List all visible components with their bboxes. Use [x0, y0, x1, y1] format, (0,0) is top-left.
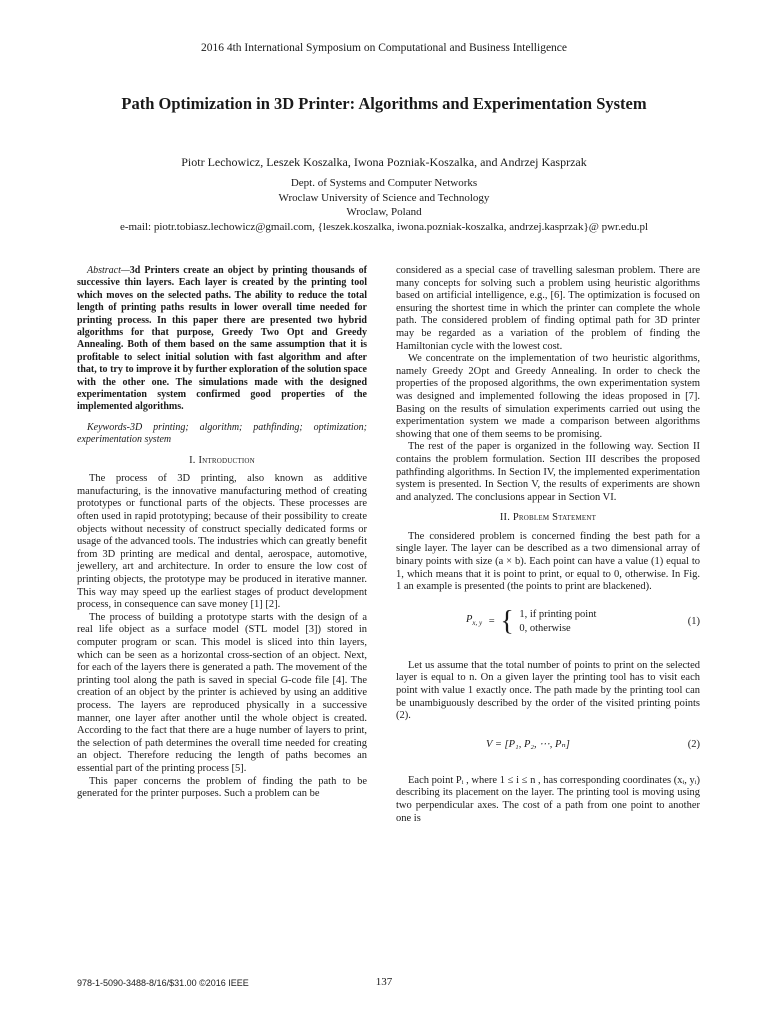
- equation-1-number: (1): [687, 615, 700, 627]
- paragraph: The process of building a prototype starts with the design of a real life object as a surface model (STL model [3]) stored in computer program or scan. This model is sliced into thin layers, which can be seen as a horizontal cross-section of an object. Next, for each of the layers there is generated a path. The movement of the printing tool along the path is saved in special G-code file [4]. The creation of an object by the printer is achieved by using an additive process. The layers are reproduced physically in a successive manner, one layer after another until the whole object is created. According to the fact that there are a huge number of layers to print, the selection of path determines the overall time needed for creating an object. Therefore reducing the length of paths becomes an essential part of the printing process [5].: [77, 611, 367, 774]
- abstract-text: 3d Printers create an object by printing thousands of successive thin layers. Each layer is created by the printing tool which moves on the selected paths. The ability to reduce the total length of printing paths results in lower overall time needed for printing process. In this paper there are presented two hybrid algorithms for that purpose, Greedy Two Opt and Greedy Annealing. Both of them based on the same assumption that it is profitable to select initial solution with fast algorithm and after that, to try to improve it by further exploration of the solution space with the other one. The simulations made with the designed experimentation system confirmed good properties of the implemented algorithms.: [77, 265, 367, 413]
- affiliation-dept: Dept. of Systems and Computer Networks: [290, 177, 478, 189]
- paragraph: The considered problem is concerned finding the best path for a single layer. The layer can be described as a two dimensional array of binary points with size (a × b). Each point can have a value (1) equal to 1, which means that it is point to print, or equal to 0, otherwise. In Fig. 1 an example is presented (the points to print are blackened).: [396, 530, 700, 593]
- equation-1-body: [466, 605, 597, 637]
- conference-header: 2016 4th International Symposium on Computational and Business Intelligence: [200, 42, 568, 54]
- equation-1-equals: =: [488, 615, 495, 627]
- author-emails: e-mail: piotr.tobiasz.lechowicz@gmail.com, {leszek.koszalka, iwona.pozniak-koszalka, andrzej.kasprzak}@ pwr.edu.pl: [119, 220, 649, 233]
- equation-2-number: (2): [687, 738, 700, 750]
- page-number: 137: [375, 976, 393, 988]
- equation-1-case-2: 0, otherwise: [519, 622, 571, 634]
- affiliation: [0, 176, 768, 234]
- paragraph: The rest of the paper is organized in the following way. Section II contains the problem formulation. Section III describes the proposed pathfinding algorithms. In Section IV, the implemented experimentation system is presented. In Section V, the results of experiments are shown and analyzed. The conclusions appear in Section VI.: [396, 441, 700, 503]
- abstract-label: Abstract—: [87, 265, 130, 276]
- equation-brace: {: [500, 605, 514, 637]
- right-column: [396, 265, 700, 825]
- paragraph: Let us assume that the total number of points to print on the selected layer is equal to n. On a given layer the printing tool has to visit each point with value 1 exactly once. The path made by the printing tool can be unambiguously described by the order of the visited printing points (2).: [396, 659, 700, 722]
- section-heading-introduction: I. Introduction: [189, 454, 255, 466]
- abstract: [77, 265, 367, 414]
- paragraph: We concentrate on the implementation of two heuristic algorithms, namely Greedy 2Opt and Greedy Annealing. In order to check the properties of the proposed algorithms, the own experimentation system was designed and implemented following the ideas proposed in [7]. Basing on the results of simulation experiments carried out using the experimentation system we made a comparison between algorithms showing that one of them seems to be promising.: [396, 353, 700, 440]
- affiliation-location: Wroclaw, Poland: [346, 206, 422, 218]
- paragraph: This paper concerns the problem of finding the path to be generated for the printer purposes. Such a problem can be: [77, 775, 367, 800]
- left-column: [77, 265, 367, 801]
- equation-1-cases: [519, 608, 596, 636]
- equation-1: [396, 604, 700, 648]
- equation-2: [396, 733, 700, 763]
- paragraph: considered as a special case of travelling salesman problem. There are many concepts for solving such a problem using heuristic algorithms based on artificial intelligence, e.g., [6]. The optimization is focused on ensuring the shortest time in which the printer can complete the whole path. The considered problem of finding optimal path for 3D printer may be regarded as a variation of the problem of finding the Hamiltonian cycle with the lowest cost.: [396, 265, 700, 352]
- paragraph: The process of 3D printing, also known as additive manufacturing, is the innovative manufacturing method of creating prototypes or functional parts of the objects. These processes are often used in rapid prototyping; because of their possibility to create objects without necessity of construct specially dedicated forms or usage of the advanced tools. The industries which can greatly benefit from 3D printing are medical and dental, aerospace, automotive, jewellery, art and architecture. In order to ensure the low cost of printing objects, the prototype may be produced in iterative manner. This way may speed up the earliest stages of product development process, in consequence can save money [1] [2].: [77, 473, 367, 611]
- affiliation-university: Wroclaw University of Science and Technology: [278, 191, 490, 204]
- section-heading-problem-statement: II. Problem Statement: [499, 512, 597, 524]
- paragraph: Each point Pᵢ , where 1 ≤ i ≤ n , has corresponding coordinates (xᵢ, yᵢ) describing its placement on the layer. The printing tool is moving using two perpendicular axes. The cost of a path from one point to another one is: [396, 774, 700, 824]
- equation-1-case-1: 1, if printing point: [519, 608, 597, 620]
- paper-title: Path Optimization in 3D Printer: Algorithms and Experimentation System: [121, 94, 647, 113]
- keywords: Keywords-3D printing; algorithm; pathfinding; optimization; experimentation system: [77, 421, 367, 446]
- equation-1-lhs: $P_{x, y}$: [466, 614, 483, 628]
- equation-2-body: V = [P₁, P₂, ⋯, Pₙ]: [486, 738, 570, 750]
- footer-isbn: 978-1-5090-3488-8/16/$31.00 ©2016 IEEE: [77, 978, 249, 988]
- author-list: Piotr Lechowicz, Leszek Koszalka, Iwona Pozniak-Koszalka, and Andrzej Kasprzak: [181, 155, 587, 169]
